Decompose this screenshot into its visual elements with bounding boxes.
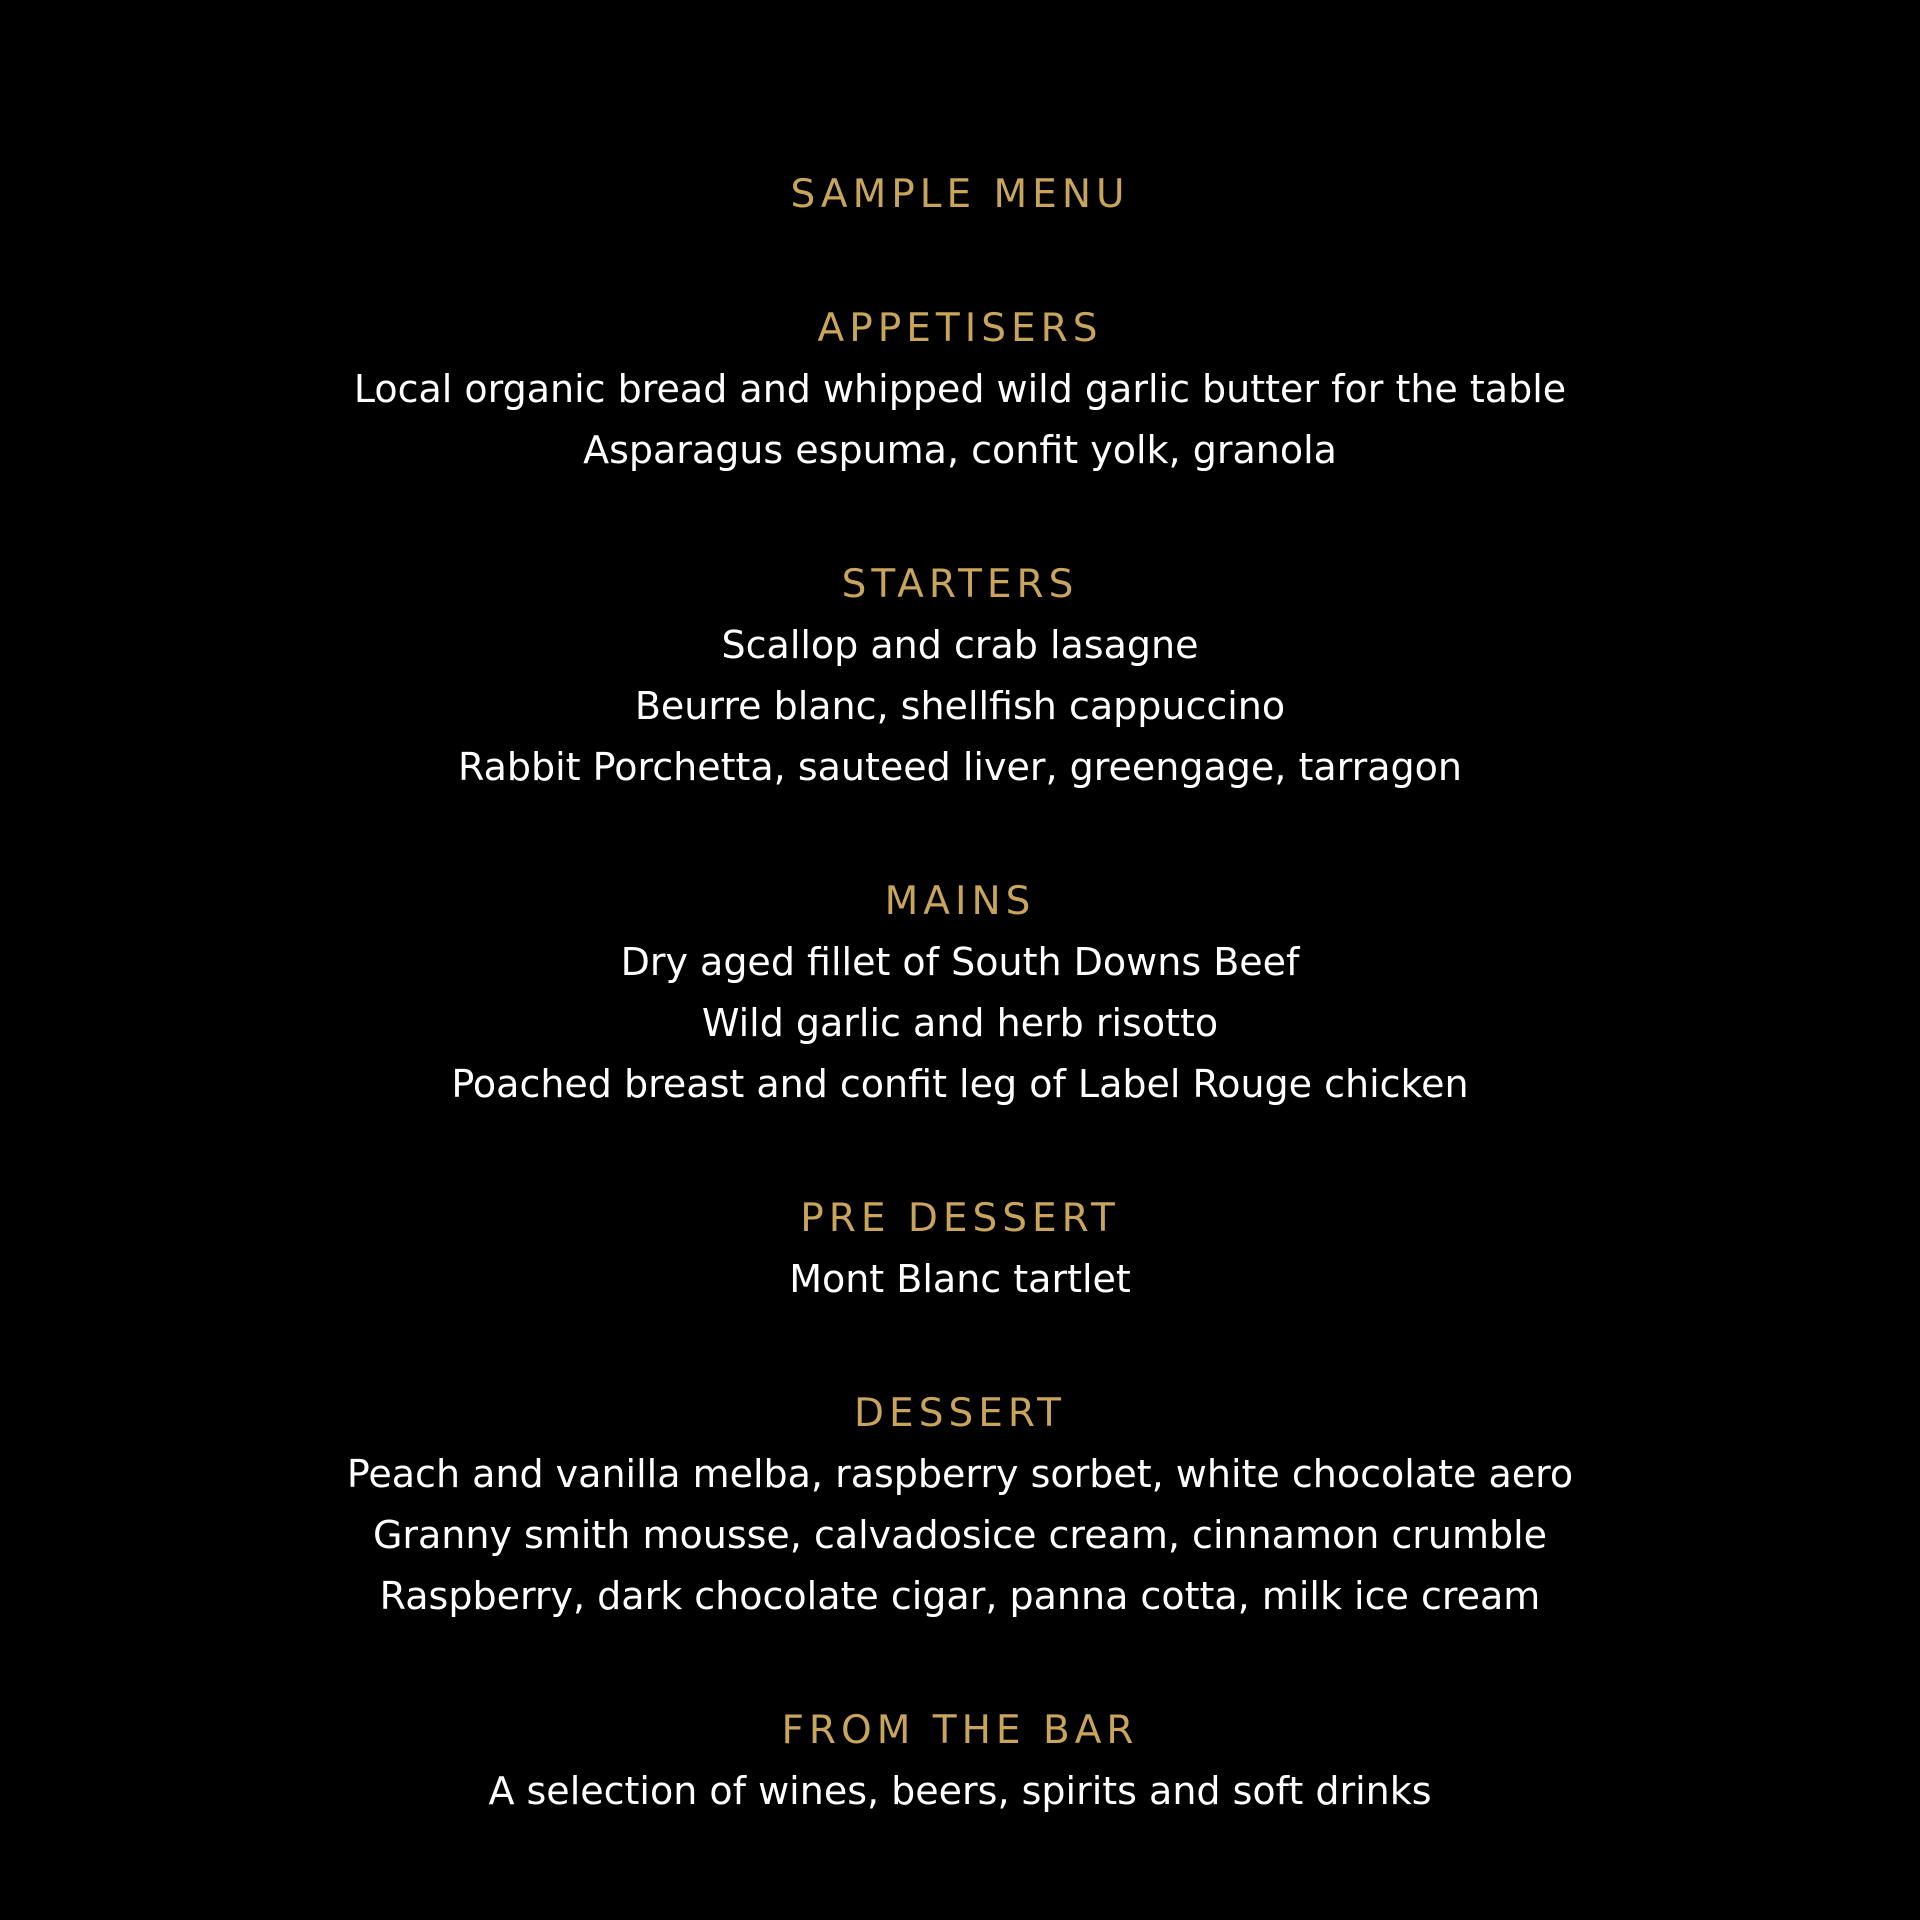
menu-item: Raspberry, dark chocolate cigar, panna cotta, milk ice cream — [379, 1574, 1541, 1618]
menu-item: Mont Blanc tartlet — [789, 1257, 1131, 1301]
menu-item: Local organic bread and whipped wild garlic butter for the table — [353, 367, 1567, 411]
menu-item: A selection of wines, beers, spirits and soft drinks — [488, 1769, 1432, 1813]
menu-item: Granny smith mousse, calvadosice cream, cinnamon crumble — [372, 1513, 1548, 1557]
section-heading: MAINS — [884, 879, 1036, 924]
section-mains — [0, 872, 1920, 1115]
menu-item: Scallop and crab lasagne — [721, 623, 1199, 667]
section-dessert — [0, 1384, 1920, 1627]
menu-item: Dry aged fillet of South Downs Beef — [620, 940, 1300, 984]
section-heading: APPETISERS — [817, 306, 1103, 351]
menu-item: Beurre blanc, shellfish cappuccino — [634, 684, 1286, 728]
section-heading: STARTERS — [841, 562, 1079, 607]
section-heading: FROM THE BAR — [781, 1708, 1139, 1753]
menu-title: SAMPLE MENU — [790, 172, 1130, 217]
section-from-the-bar — [0, 1701, 1920, 1822]
section-heading: DESSERT — [854, 1391, 1066, 1436]
menu — [0, 165, 1920, 1822]
menu-item: Rabbit Porchetta, sauteed liver, greengage, tarragon — [458, 745, 1462, 789]
menu-item: Wild garlic and herb risotto — [701, 1001, 1219, 1045]
menu-item: Peach and vanilla melba, raspberry sorbet, white chocolate aero — [346, 1452, 1574, 1496]
menu-item: Asparagus espuma, confit yolk, granola — [583, 428, 1337, 472]
section-heading: PRE DESSERT — [800, 1196, 1120, 1241]
menu-item: Poached breast and confit leg of Label Rouge chicken — [451, 1062, 1469, 1106]
section-starters — [0, 555, 1920, 798]
section-appetisers — [0, 299, 1920, 481]
section-pre-dessert — [0, 1189, 1920, 1310]
